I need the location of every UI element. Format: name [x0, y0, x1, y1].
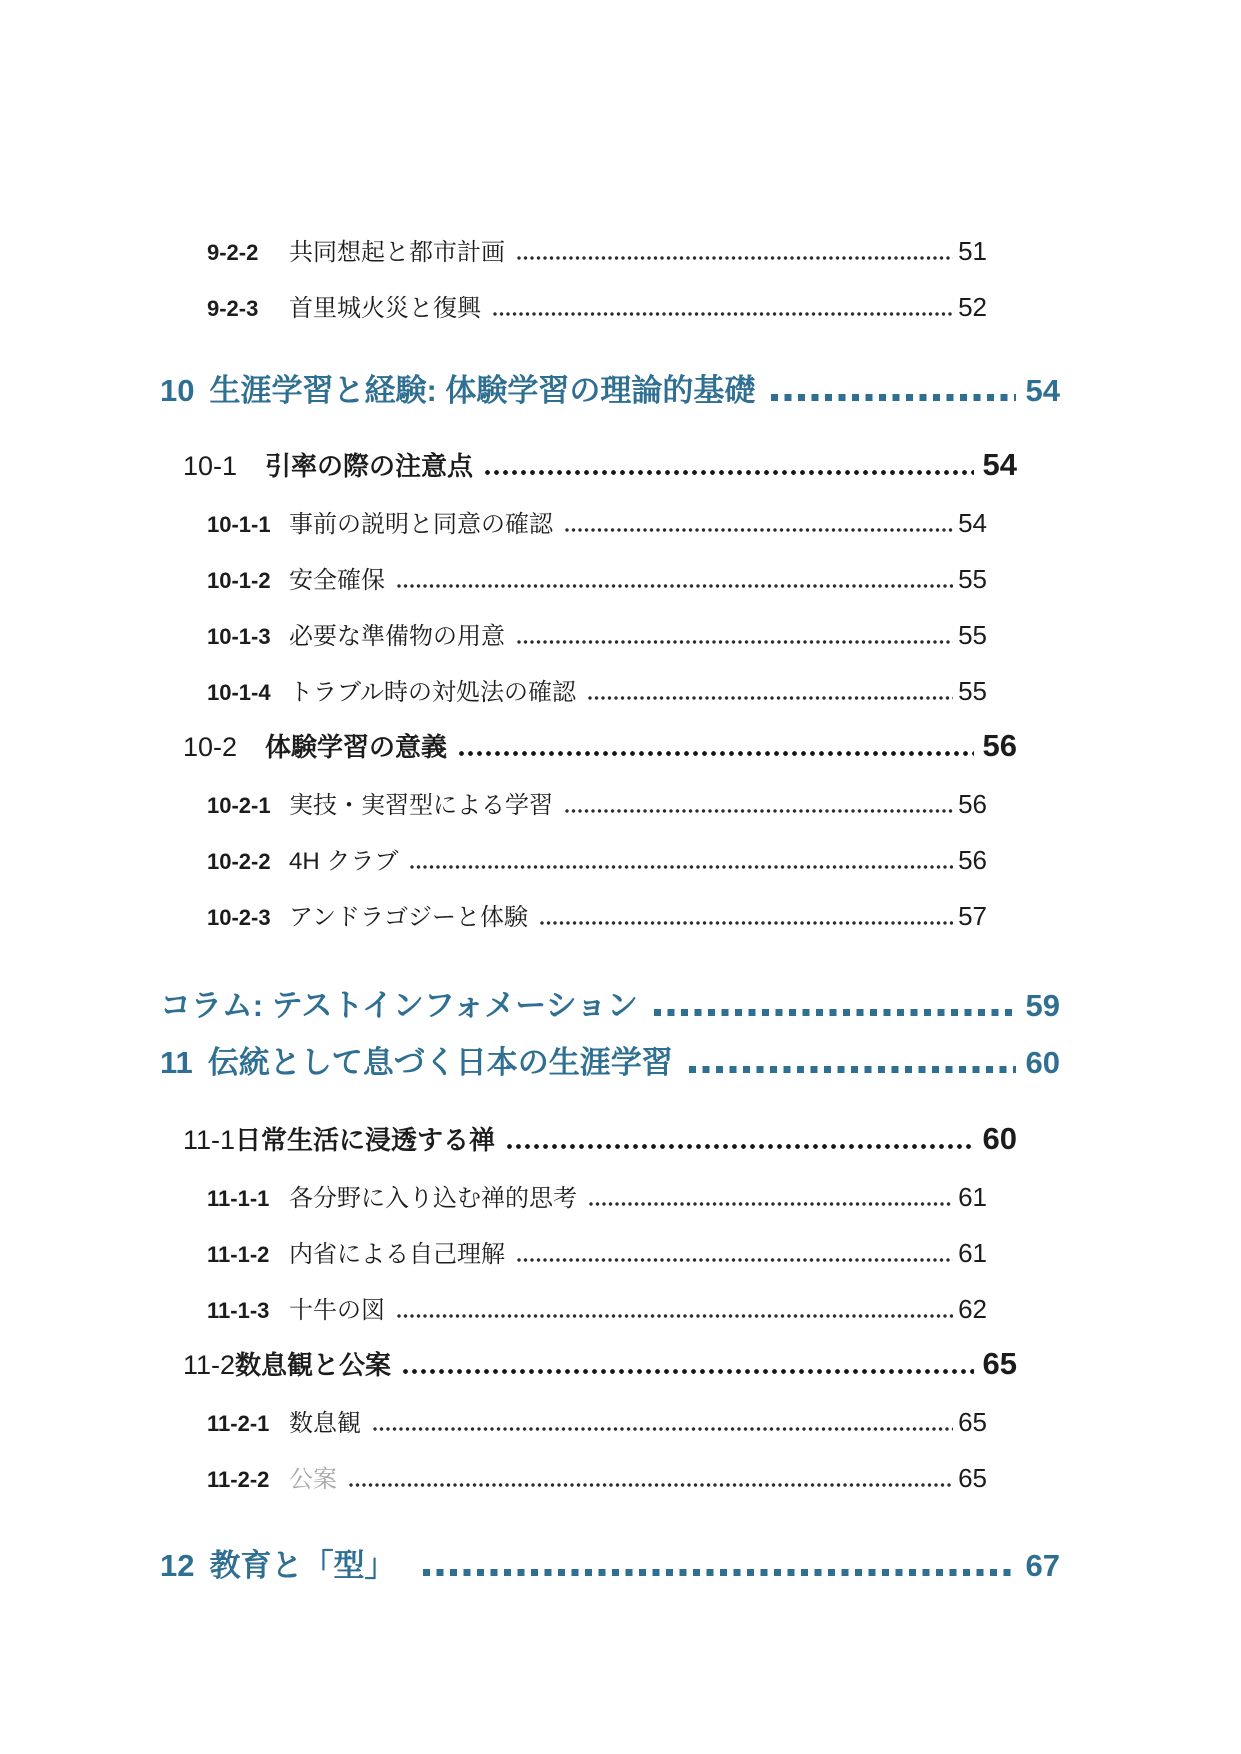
- toc-entry-number: 11-2: [183, 1350, 236, 1380]
- toc-entry: [0, 1234, 1241, 1269]
- toc-entry-page: 62: [958, 1294, 987, 1324]
- toc-entry: [0, 1290, 1241, 1325]
- toc-entry-number: 11: [160, 1045, 193, 1080]
- toc-entry: [0, 672, 1241, 707]
- toc-entry-number: 10-2-1: [207, 793, 271, 818]
- toc-entry: [0, 1403, 1241, 1438]
- toc-entry: [0, 1120, 1241, 1157]
- toc-chapter-heading: [0, 1540, 1241, 1585]
- toc-entry-number: 11-2-2: [207, 1467, 270, 1492]
- toc-entry: [0, 446, 1241, 483]
- toc-entry-title: 首里城火災と復興: [289, 295, 481, 322]
- toc-entry-title: 公案: [289, 1466, 337, 1493]
- toc-entry-page: 60: [1025, 1045, 1060, 1080]
- dot-leader: [689, 1066, 1016, 1073]
- dot-leader: [397, 584, 953, 588]
- toc-entry-number: 10-1-4: [207, 680, 271, 705]
- toc-entry-number: 11-1: [183, 1125, 236, 1155]
- toc-entry-page: 55: [958, 620, 987, 650]
- dot-leader: [517, 640, 953, 644]
- dot-leader: [771, 394, 1015, 401]
- dot-leader: [589, 1202, 953, 1206]
- toc-entry-title: 事前の説明と同意の確認: [289, 511, 553, 538]
- toc-entry-page: 51: [958, 236, 987, 266]
- toc-entry: [0, 504, 1241, 539]
- toc-entry-page: 61: [958, 1238, 987, 1268]
- toc-entry-page: 65: [958, 1463, 987, 1493]
- toc-entry-title: 体験学習の意義: [265, 732, 448, 762]
- toc-entry-title: 引率の際の注意点: [265, 451, 474, 481]
- toc-chapter-heading: [0, 1037, 1241, 1082]
- toc-entry-title: 実技・実習型による学習: [289, 792, 553, 819]
- toc-entry-title: コラム: テストインフォメーション: [160, 988, 639, 1023]
- toc-entry-number: 9-2-2: [207, 240, 259, 265]
- toc-entry-page: 59: [1025, 988, 1060, 1023]
- toc-entry-page: 54: [1025, 373, 1060, 408]
- dot-leader: [517, 1258, 953, 1262]
- toc-entry-number: 10-1-1: [207, 512, 271, 537]
- toc-entry-number: 10-2-3: [207, 905, 271, 930]
- toc-entry: [0, 1345, 1241, 1382]
- toc-entry-number: 10-1: [183, 451, 238, 481]
- toc-entry: [0, 841, 1241, 876]
- toc-entry: [0, 288, 1241, 323]
- toc-entry: [0, 785, 1241, 820]
- toc-entry: [0, 560, 1241, 595]
- toc-entry-page: 65: [982, 1346, 1017, 1381]
- toc-entry: [0, 727, 1241, 764]
- toc-entry-number: 11-2-1: [207, 1411, 270, 1436]
- dot-leader: [565, 809, 953, 813]
- dot-leader: [349, 1483, 953, 1487]
- toc-entry-number: 11-1-2: [207, 1242, 270, 1267]
- toc-entry-number: 10-2: [183, 732, 238, 762]
- dot-leader: [517, 256, 953, 260]
- toc-entry-title: 伝統として息づく日本の生涯学習: [207, 1045, 673, 1080]
- toc-entry-page: 61: [958, 1182, 987, 1212]
- toc-entry-title: 数息観と公案: [235, 1350, 392, 1380]
- toc-entry-number: 10: [160, 373, 195, 408]
- toc-entry-title: 数息観: [289, 1410, 361, 1437]
- toc-entry-title: 共同想起と都市計画: [289, 239, 505, 266]
- dot-leader: [373, 1427, 953, 1431]
- toc-entry-page: 55: [958, 564, 987, 594]
- toc-entry-title: 内省による自己理解: [289, 1241, 505, 1268]
- toc-entry-page: 56: [958, 789, 987, 819]
- dot-leader: [410, 865, 953, 869]
- toc-entry-title: 安全確保: [289, 567, 385, 594]
- dot-leader: [397, 1314, 953, 1318]
- toc-entry-title: 必要な準備物の用意: [289, 623, 505, 650]
- toc-entry-page: 56: [982, 728, 1017, 763]
- dot-leader: [493, 312, 953, 316]
- toc-entry-page: 54: [982, 447, 1017, 482]
- toc-entry-page: 52: [958, 292, 987, 322]
- toc-entry-page: 60: [982, 1121, 1017, 1156]
- toc-entry-title: 教育と「型」: [209, 1548, 396, 1583]
- toc-entry-page: 56: [958, 845, 987, 875]
- toc-entry-number: 9-2-3: [207, 296, 259, 321]
- toc-entry-number: 12: [160, 1548, 195, 1583]
- dot-leader: [588, 696, 953, 700]
- toc-entry-number: 10-2-2: [207, 849, 271, 874]
- toc-entry-number: 11-1-3: [207, 1298, 270, 1323]
- dot-leader: [423, 1569, 1015, 1576]
- toc-entry: [0, 616, 1241, 651]
- toc-entry-title: 日常生活に浸透する禅: [235, 1125, 496, 1155]
- toc-chapter-heading: [0, 365, 1241, 410]
- toc-entry: [0, 1459, 1241, 1494]
- toc-entry: [0, 897, 1241, 932]
- toc-entry-title: 生涯学習と経験: 体験学習の理論的基礎: [209, 373, 756, 408]
- dot-leader: [565, 528, 953, 532]
- toc-entry-number: 10-1-3: [207, 624, 271, 649]
- toc-entry: [0, 232, 1241, 267]
- dot-leader: [459, 751, 974, 756]
- dot-leader: [507, 1144, 973, 1149]
- toc-entry-number: 11-1-1: [207, 1186, 270, 1211]
- toc-entry-title: 十牛の図: [289, 1297, 385, 1324]
- toc-entry-number: 10-1-2: [207, 568, 271, 593]
- toc-entry-title: 4H クラブ: [289, 848, 399, 875]
- toc-entry-page: 55: [958, 676, 987, 706]
- toc-entry-page: 57: [958, 901, 987, 931]
- toc-entry-page: 54: [958, 508, 987, 538]
- toc-entry-title: トラブル時の対処法の確認: [289, 679, 577, 706]
- dot-leader: [540, 921, 953, 925]
- toc-entry-page: 67: [1025, 1548, 1060, 1583]
- toc-entry-title: アンドラゴジーと体験: [289, 904, 529, 931]
- toc-entry: [0, 1178, 1241, 1213]
- dot-leader: [403, 1369, 973, 1374]
- dot-leader: [654, 1009, 1015, 1016]
- toc-column-heading: [0, 980, 1241, 1025]
- dot-leader: [485, 470, 974, 475]
- toc-entry-title: 各分野に入り込む禅的思考: [289, 1185, 577, 1212]
- toc-entry-page: 65: [958, 1407, 987, 1437]
